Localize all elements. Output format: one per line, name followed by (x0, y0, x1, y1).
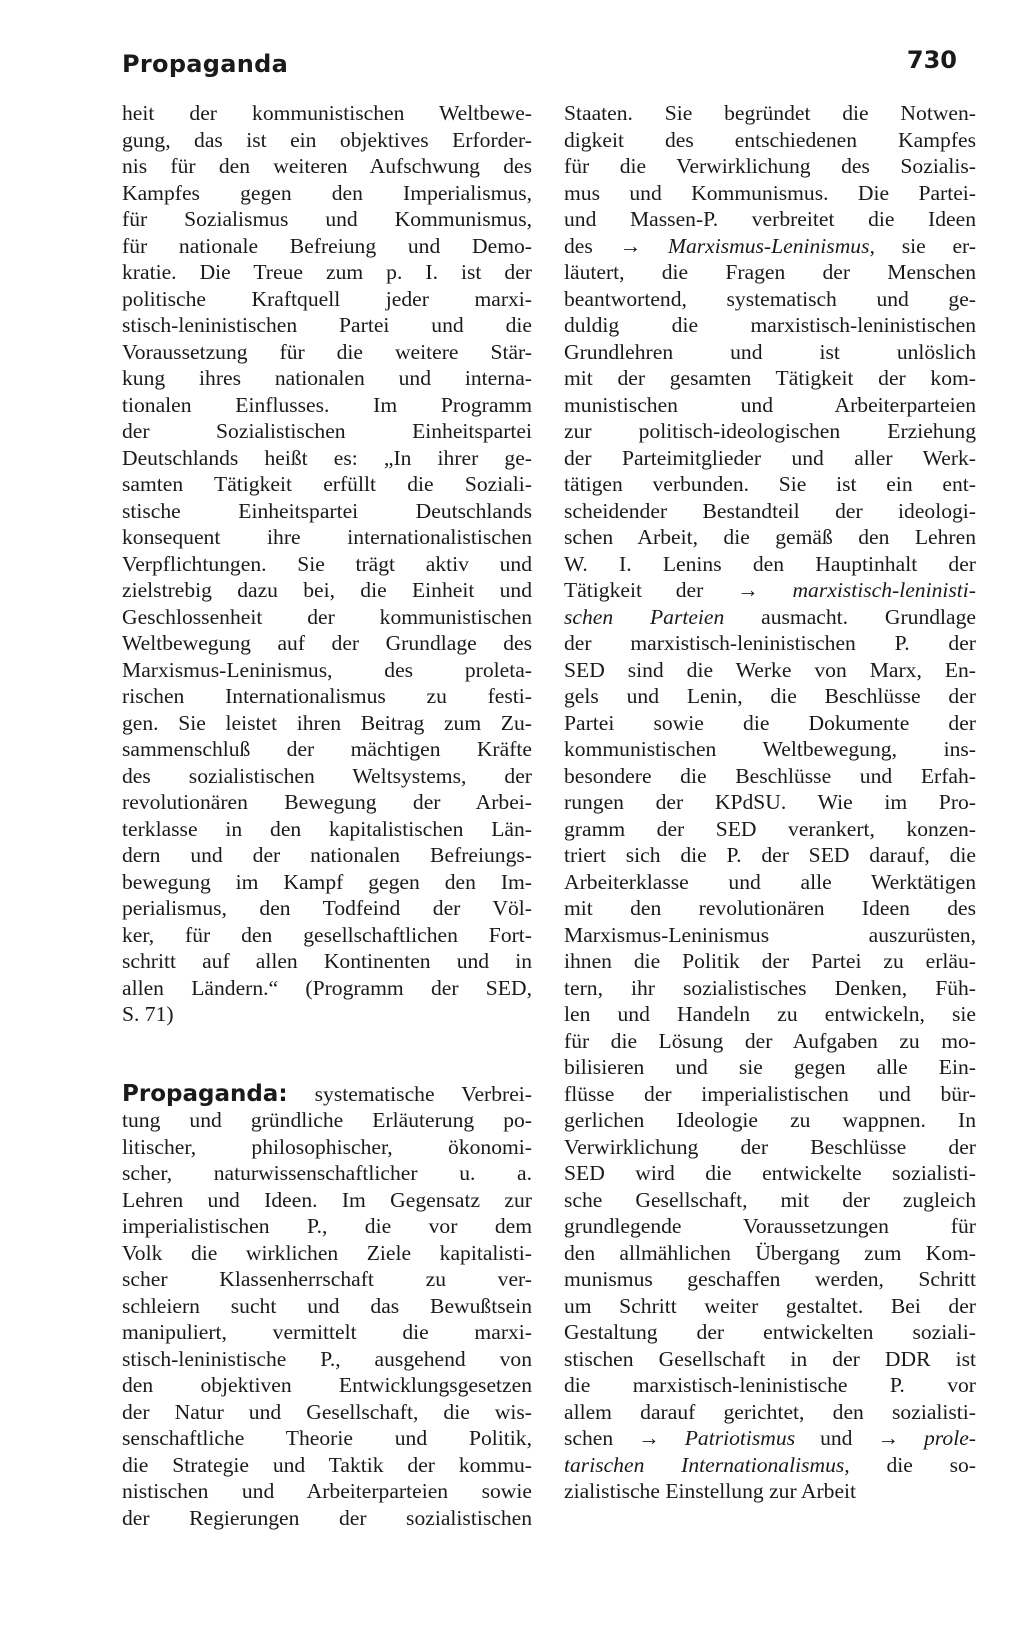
text-line: der marxistisch-leninistischen P. der (564, 631, 976, 655)
text-line: stischen Gesellschaft in der DDR ist (564, 1346, 976, 1371)
text-line: duldig die marxistisch-leninistischen (564, 313, 976, 337)
text-line: Marxismus-Leninismus, des proleta- (122, 657, 532, 682)
text-line: Staaten. Sie begründet die Notwen- (564, 101, 976, 125)
text-line: zielstrebig dazu bei, die Einheit und (122, 578, 532, 602)
text-line: munistischen und Arbeiterparteien (564, 392, 976, 417)
text-line: Geschlossenheit der kommunistischen (122, 604, 532, 629)
text-line: für nationale Befreiung und Demo- (122, 233, 532, 258)
text-line: nistischen und Arbeiterparteien sowie (122, 1479, 532, 1503)
text-line: Kampfes gegen den Imperialismus, (122, 180, 532, 205)
entry-body (122, 1107, 532, 1531)
text-fragment: sie er- (874, 233, 976, 258)
right-column (564, 100, 976, 1505)
text-line: gramm der SED verankert, konzen- (564, 816, 976, 841)
text-line: sche Gesellschaft, mit der zugleich (564, 1187, 976, 1212)
text-line: heit der kommunistischen Weltbewe- (122, 101, 532, 125)
text-line: kung ihres nationalen und interna- (122, 366, 532, 390)
line-parteien-ref (564, 577, 976, 604)
right-lines-a (564, 100, 976, 233)
text-line: scher Klassenherrschaft zu ver- (122, 1267, 532, 1291)
text-line: der Parteimitglieder und aller Werk- (564, 445, 976, 470)
text-line: besondere die Beschlüsse und Erfah- (564, 763, 976, 788)
arrow-right-icon: → (877, 1426, 900, 1450)
text-line: senschaftliche Theorie und Politik, (122, 1426, 532, 1450)
text-line: Deutschlands heißt es: „In ihrer ge- (122, 445, 532, 470)
text-line: Lehren und Ideen. Im Gegensatz zur (122, 1187, 532, 1212)
text-line: scher, naturwissenschaftlicher u. a. (122, 1161, 532, 1185)
text-line: Voraussetzung für die weitere Stär- (122, 339, 532, 364)
text-line: zialistische Einstellung zur Arbeit (564, 1479, 857, 1503)
text-fragment: schen (564, 1426, 639, 1450)
text-line: für die Lösung der Aufgaben zu mo- (564, 1028, 976, 1053)
text-line: um Schritt weiter gestaltet. Bei der (564, 1293, 976, 1318)
text-line: den objektiven Entwicklungsgesetzen (122, 1373, 532, 1397)
text-line: bilisieren und sie gegen alle Ein- (564, 1055, 976, 1079)
text-line: kratie. Die Treue zum p. I. ist der (122, 260, 532, 284)
text-line: läutert, die Fragen der Menschen (564, 260, 976, 284)
entry-headword: Propaganda: (122, 1080, 288, 1107)
text-line: tung und gründliche Erläuterung po- (122, 1108, 532, 1132)
text-line: stische Einheitspartei Deutschlands (122, 498, 532, 523)
text-line: mit der gesamten Tätigkeit der kom- (564, 366, 976, 390)
text-line: manipuliert, vermittelt die marxi- (122, 1320, 532, 1344)
text-line: stisch-leninistische P., ausgehend von (122, 1346, 532, 1371)
line-internationalismus-ref (564, 1452, 976, 1479)
entry-first-line (122, 1081, 532, 1108)
entry-first-line-text: systematische Verbrei- (287, 1081, 532, 1106)
text-line: des sozialistischen Weltsystems, der (122, 763, 532, 788)
text-line: gung, das ist ein objektives Erforder- (122, 127, 532, 152)
cross-reference-parteien-cont[interactable]: schen Parteien (564, 604, 725, 629)
text-line: scheidender Bestandteil der ideologi- (564, 498, 976, 523)
text-line: schritt auf allen Kontinenten und in (122, 949, 532, 973)
text-line: bewegung im Kampf gegen den Im- (122, 869, 532, 894)
text-line: tionalen Einflusses. Im Programm (122, 392, 532, 417)
cross-reference-marxismus-leninismus[interactable]: Marxismus-Leninismus, (641, 233, 875, 258)
text-line: der Natur und Gesellschaft, die wis- (122, 1399, 532, 1424)
text-line: dern und der nationalen Befreiungs- (122, 843, 532, 867)
line-patriotismus-ref (564, 1425, 976, 1452)
text-line: rungen der KPdSU. Wie im Pro- (564, 790, 976, 814)
text-line: Marxismus-Leninismus auszurüsten, (564, 922, 976, 947)
text-line: SED wird die entwickelte sozialisti- (564, 1161, 976, 1185)
text-line: nis für den weiteren Aufschwung des (122, 154, 532, 178)
text-line: die marxistisch-leninistische P. vor (564, 1373, 976, 1397)
text-line: konsequent ihre internationalistischen (122, 525, 532, 549)
text-line: Volk die wirklichen Ziele kapitalisti- (122, 1240, 532, 1265)
text-line: Grundlehren und ist unlöslich (564, 339, 976, 364)
text-line: die Strategie und Taktik der kommu- (122, 1452, 532, 1477)
text-line: der Sozialistischen Einheitspartei (122, 419, 532, 443)
text-line: Weltbewegung auf der Grundlage des (122, 631, 532, 655)
text-line: schleiern sucht und das Bewußtsein (122, 1293, 532, 1318)
cross-reference-patriotismus[interactable]: Patriotismus (659, 1426, 796, 1450)
text-line: schen Arbeit, die gemäß den Lehren (564, 525, 976, 549)
text-line: munismus geschaffen werden, Schritt (564, 1267, 976, 1291)
text-fragment: des (564, 233, 620, 258)
text-line: mit den revolutionären Ideen des (564, 896, 976, 920)
text-line: stisch-leninistischen Partei und die (122, 313, 532, 337)
text-line: S. 71) (122, 1002, 174, 1026)
text-line: rischen Internationalismus zu festi- (122, 684, 532, 708)
text-line: W. I. Lenins den Hauptinhalt der (564, 551, 976, 576)
arrow-right-icon: → (619, 233, 642, 258)
text-line: zur politisch-ideologischen Erziehung (564, 419, 976, 443)
text-line: digkeit des entschiedenen Kampfes (564, 127, 976, 152)
line-marxismus-ref (564, 233, 976, 260)
text-line: grundlegende Voraussetzungen für (564, 1214, 976, 1238)
right-lines-c (564, 630, 976, 1425)
text-line: ihnen die Politik der Partei zu erläu- (564, 949, 976, 973)
text-line: kommunistischen Weltbewegung, ins- (564, 737, 976, 761)
text-line: Arbeiterklasse und alle Werktätigen (564, 869, 976, 894)
text-fragment: ausmacht. Grundlage (724, 604, 976, 629)
text-line: gels und Lenin, die Beschlüsse der (564, 684, 976, 708)
text-line: mus und Kommunismus. Die Partei- (564, 180, 976, 205)
text-line: tern, ihr sozialistisches Denken, Füh- (564, 975, 976, 1000)
page-header (122, 46, 957, 86)
text-line: tätigen verbunden. Sie ist ein ent- (564, 472, 976, 496)
text-line: gen. Sie leistet ihren Beitrag zum Zu- (122, 710, 532, 735)
cross-reference-internationalismus[interactable]: tarischen Internationalismus, (564, 1452, 850, 1477)
text-line: Partei sowie die Dokumente der (564, 710, 976, 735)
cross-reference-proletarischen[interactable]: prole- (899, 1426, 976, 1450)
text-line: den allmählichen Übergang zum Kom- (564, 1240, 976, 1265)
text-line: ker, für den gesellschaftlichen Fort- (122, 922, 532, 947)
text-line: der Regierungen der sozialistischen (122, 1505, 532, 1530)
text-line: samten Tätigkeit erfüllt die Soziali- (122, 472, 532, 496)
text-line: terklasse in den kapitalistischen Län- (122, 816, 532, 841)
text-line: allem darauf gerichtet, den sozialisti- (564, 1399, 976, 1424)
text-line: litischer, philosophischer, ökonomi- (122, 1134, 532, 1159)
cross-reference-parteien[interactable]: marxistisch-leninisti- (758, 578, 976, 602)
paragraph-gap (122, 1028, 532, 1081)
text-line: allen Ländern.“ (Programm der SED, (122, 975, 532, 1000)
text-line: für Sozialismus und Kommunismus, (122, 207, 532, 231)
text-line: flüsse der imperialistischen und bür- (564, 1081, 976, 1106)
text-fragment: und (795, 1426, 878, 1450)
text-line: len und Handeln zu entwickeln, sie (564, 1002, 976, 1026)
text-line: beantwortend, systematisch und ge- (564, 286, 976, 311)
text-line: gerlichen Ideologie zu wappnen. In (564, 1108, 976, 1132)
line-parteien-ref-cont (564, 604, 976, 631)
text-line: imperialistischen P., die vor dem (122, 1214, 532, 1238)
text-line: triert sich die P. der SED darauf, die (564, 843, 976, 867)
text-line: Verpflichtungen. Sie trägt aktiv und (122, 551, 532, 576)
arrow-right-icon: → (638, 1426, 660, 1450)
text-line: SED sind die Werke von Marx, En- (564, 657, 976, 682)
text-line: Gestaltung der entwickelten soziali- (564, 1320, 976, 1344)
right-lines-b (564, 259, 976, 577)
text-line: perialismus, den Todfeind der Völ- (122, 896, 532, 920)
arrow-right-icon: → (737, 578, 759, 602)
text-line: politische Kraftquell jeder marxi- (122, 286, 532, 311)
text-line: revolutionären Bewegung der Arbei- (122, 790, 532, 814)
text-fragment: Tätigkeit der (564, 578, 738, 602)
text-line: und Massen-P. verbreitet die Ideen (564, 207, 976, 231)
text-line: für die Verwirklichung des Sozialis- (564, 154, 976, 178)
page-number: 730 (906, 46, 957, 74)
left-column (122, 100, 532, 1531)
paragraph-continuation (122, 100, 532, 1028)
text-fragment: die so- (849, 1452, 976, 1477)
text-line: sammenschluß der mächtigen Kräfte (122, 737, 532, 761)
text-line: Verwirklichung der Beschlüsse der (564, 1134, 976, 1159)
running-head: Propaganda (122, 50, 289, 78)
